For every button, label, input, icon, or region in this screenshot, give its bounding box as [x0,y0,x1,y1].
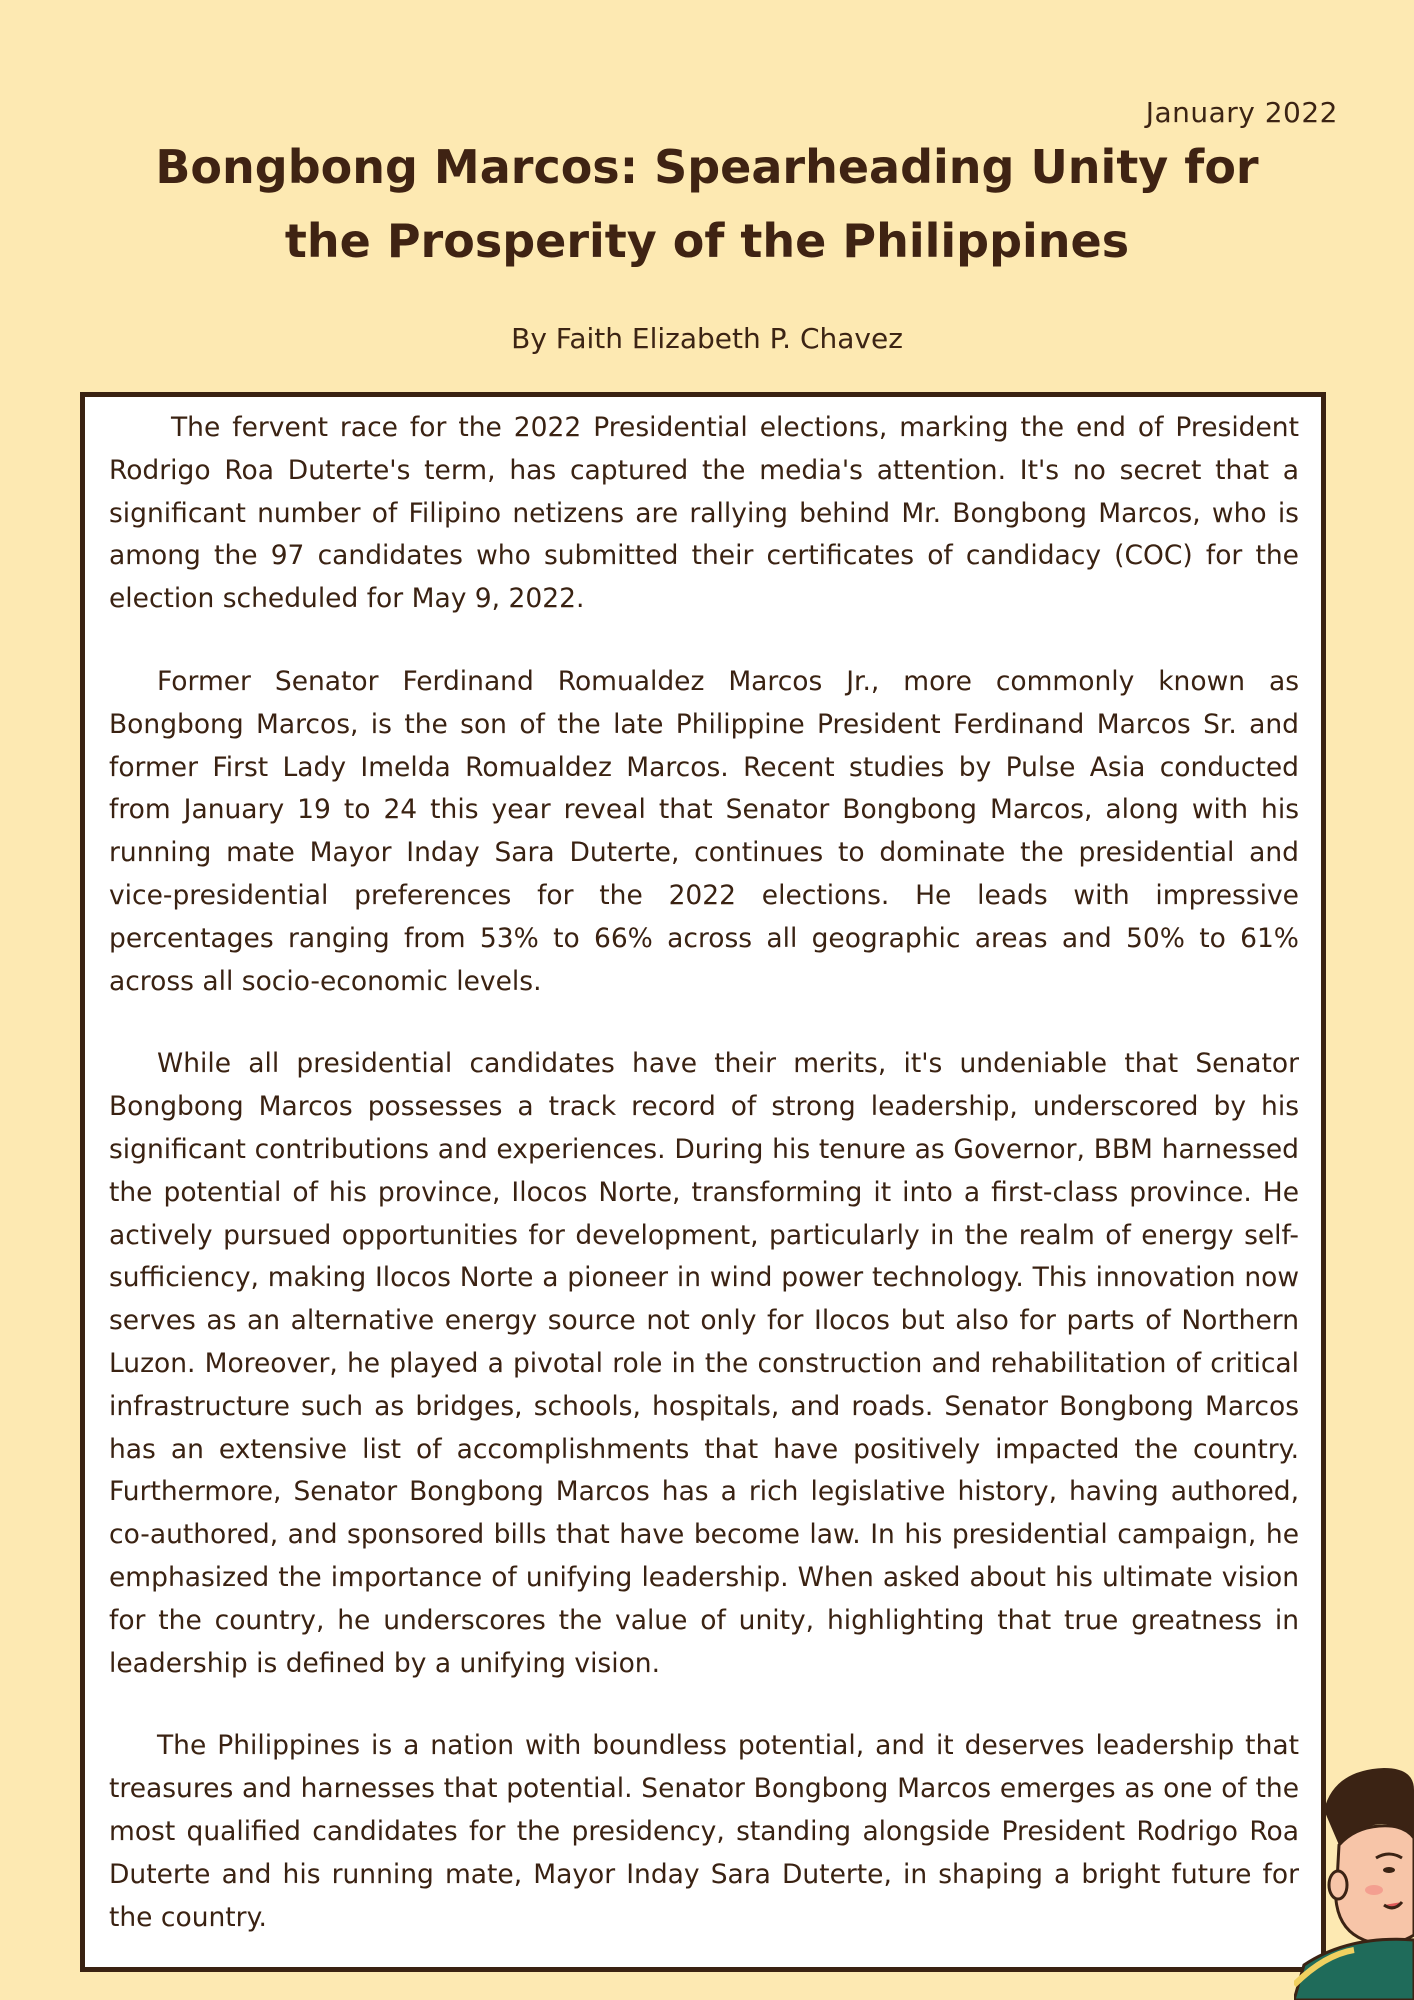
paragraph-2: Former Senator Ferdinand Romualdez Marcos Jr., more commonly known as Bongbong Marcos, is the son of the late Philippine President Ferdinand Marcos Sr. and former First Lady Imelda Romualdez Marcos. Recent studies by Pulse Asia conducted from January 19 to 24 this year reveal that Senator Bongbong Marcos, along with his running mate Mayor Inday Sara Duterte, continues to dominate the presidential and vice-presidential preferences for the 2022 elections. He leads with impressive percentages ranging from 53% to 66% across all geographic areas and 50% to 61% across all socio-economic levels. [109,665,1299,997]
article-title: Bongbong Marcos: Spearheading Unity for the Prosperity of the Philippines [155,140,1259,268]
publication-date: January 2022 [1145,96,1338,129]
paragraph-4: The Philippines is a nation with boundless potential, and it deserves leadership that treasures and harnesses that potential. Senator Bongbong Marcos emerges as one of the most qualified candidates for the presidency, standing alongside President Rodrigo Roa Duterte and his running mate, Mayor Inday Sara Duterte, in shaping a bright future for the country. [109,1730,1299,1933]
paragraph-3: While all presidential candidates have their merits, it's undeniable that Senator Bongbong Marcos possesses a track record of strong leadership, underscored by his significant contributions and experiences. During his tenure as Governor, BBM harnessed the potential of his province, Ilocos Norte, transforming it into a first-class province. He actively pursued opportunities for development, particularly in the realm of energy self-sufficiency, making Ilocos Norte a pioneer in wind power technology. This innovation now serves as an alternative energy source not only for Ilocos but also for parts of Northern Luzon. Moreover, he played a pivotal role in the construction and rehabilitation of critical infrastructure such as bridges, schools, hospitals, and roads. Senator Bongbong Marcos has an extensive list of accomplishments that have positively impacted the country. Furthermore, Senator Bongbong Marcos has a rich legislative history, having authored, co-authored, and sponsored bills that have become law. In his presidential campaign, he emphasized the importance of unifying leadership. When asked about his ultimate vision for the country, he underscores the value of unity, highlighting that true greatness in leadership is defined by a unifying vision. [109,1048,1299,1679]
author-byline: By Faith Elizabeth P. Chavez [511,322,903,355]
article-body [80,392,1326,1972]
paragraph-1: The fervent race for the 2022 Presidential elections, marking the end of President Rodrigo Roa Duterte's term, has captured the media's attention. It's no secret that a significant number of Filipino netizens are rallying behind Mr. Bongbong Marcos, who is among the 97 candidates who submitted their certificates of candidacy (COC) for the election scheduled for May 9, 2022. [109,412,1299,615]
cartoon-person-reading-icon [1294,1750,1414,2000]
